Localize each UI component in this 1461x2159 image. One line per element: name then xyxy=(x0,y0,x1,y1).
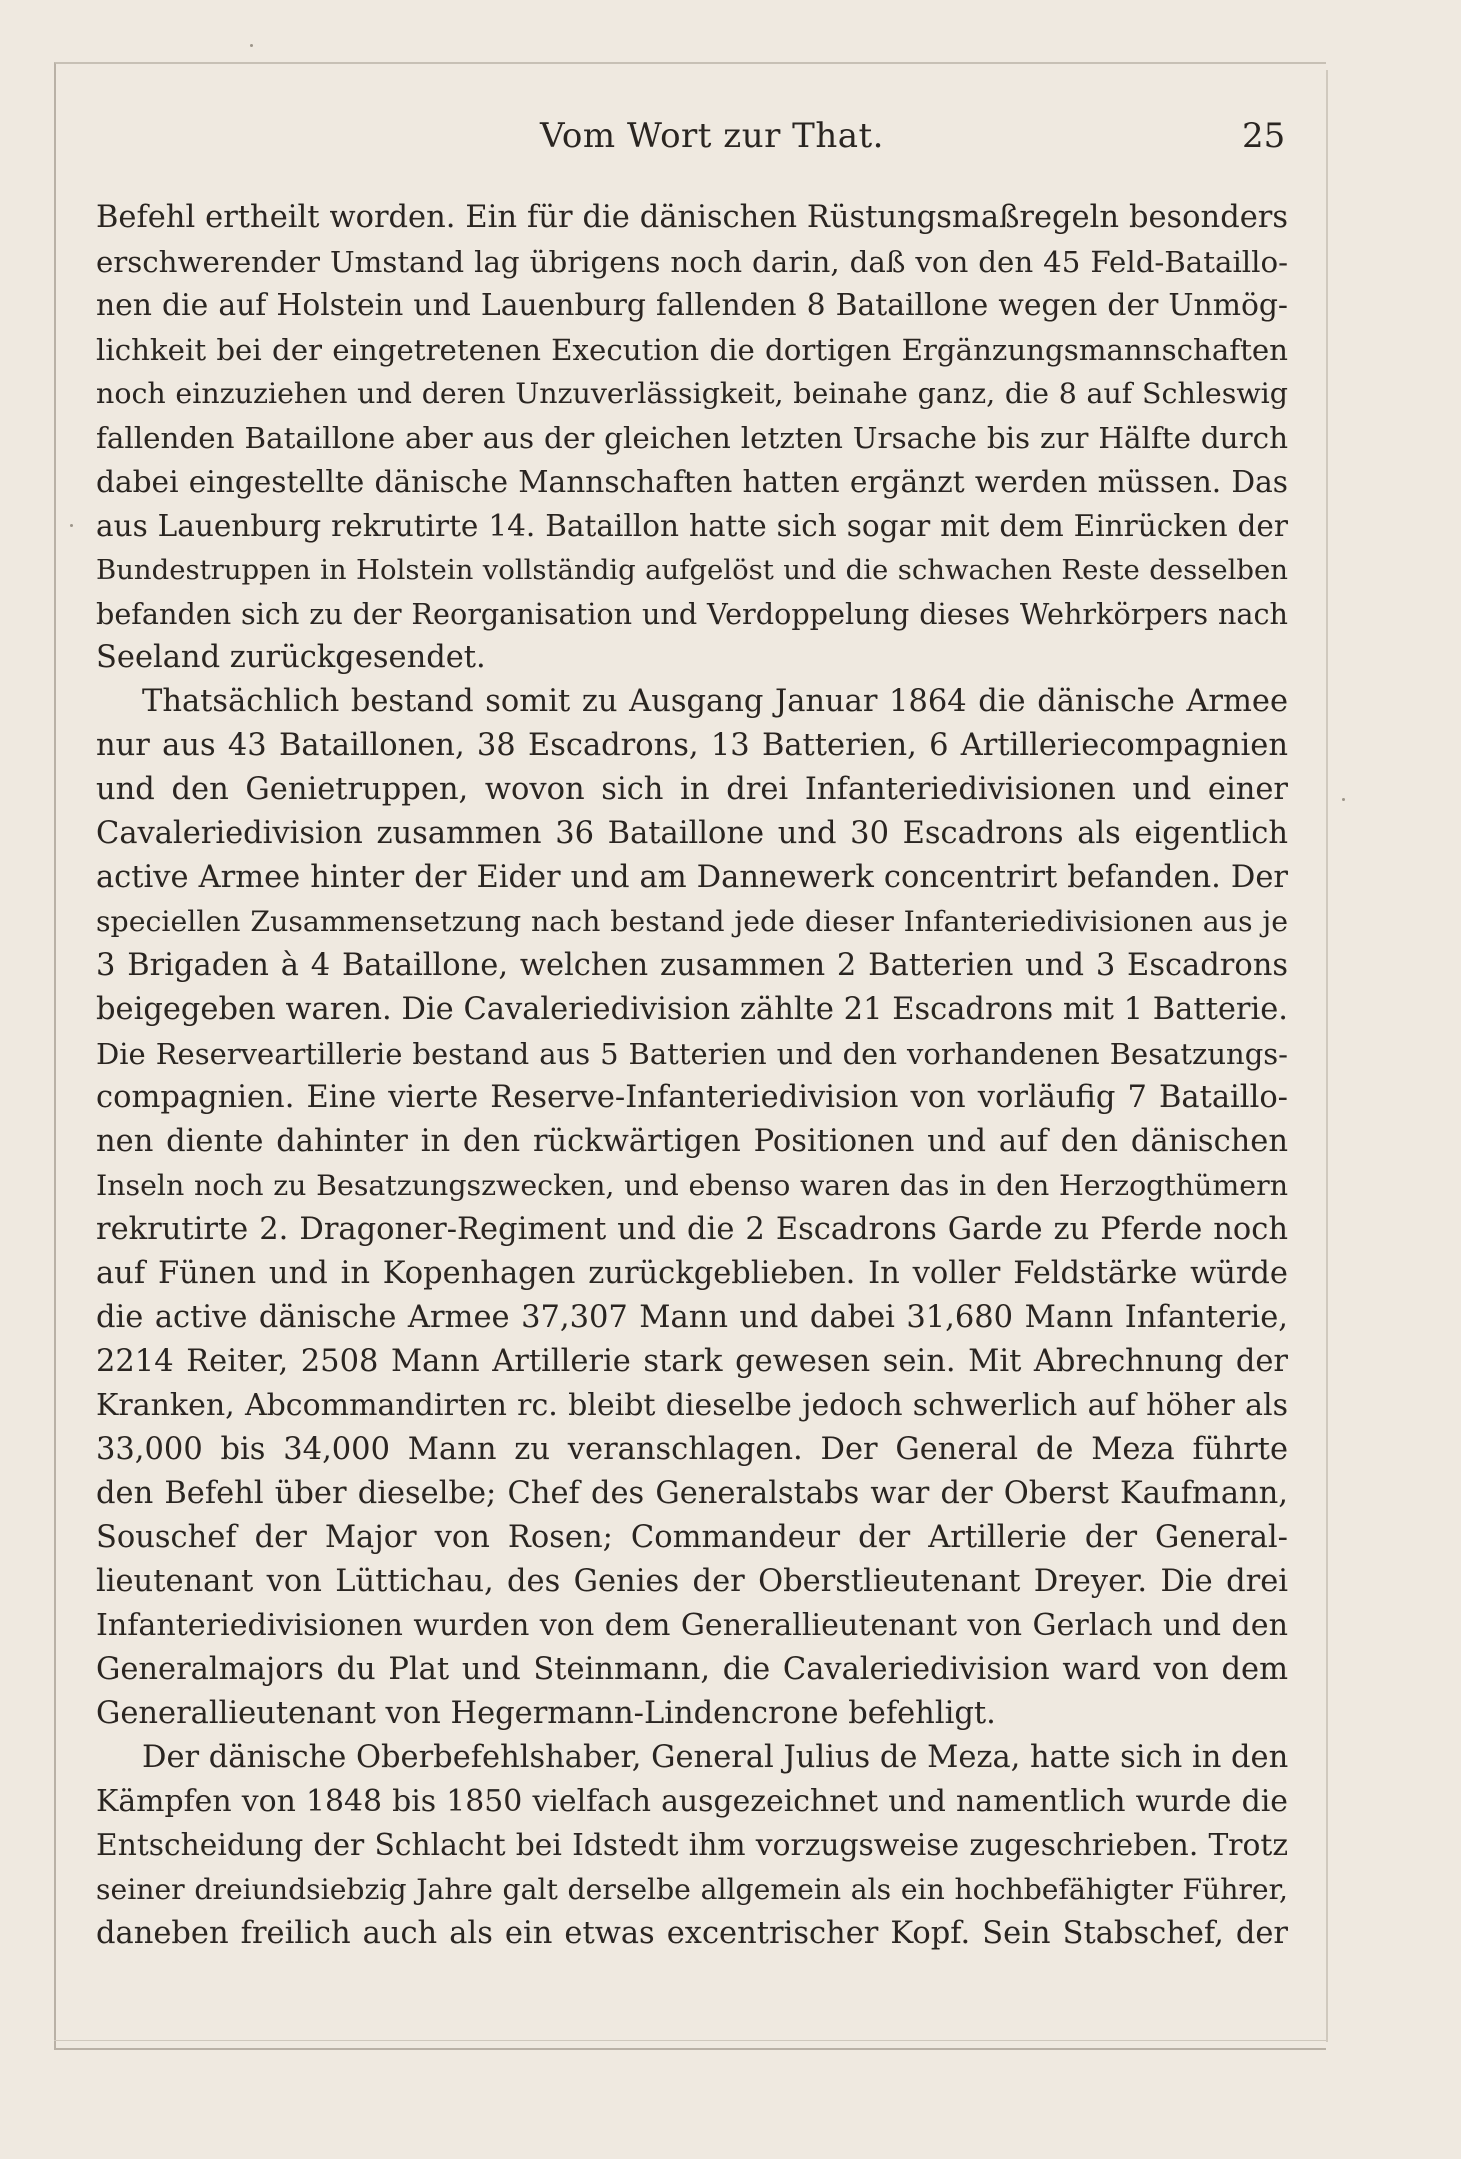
text-line: Bundestruppen in Holstein vollständig aufgelöst und die schwachen Reste desselben xyxy=(96,554,1288,586)
text-line: 2214 Reiter, 2508 Mann Artillerie stark gewesen sein. Mit Abrechnung der xyxy=(96,1344,1288,1379)
text-line: nen die auf Holstein und Lauenburg fallenden 8 Bataillone wegen der Unmög- xyxy=(96,288,1288,323)
text-line: und den Genietruppen, wovon sich in drei Infanteriedivisionen und einer xyxy=(96,772,1288,807)
text-line: Kranken, Abcommandirten rc. bleibt dieselbe jedoch schwerlich auf höher als xyxy=(96,1388,1288,1423)
running-title: Vom Wort zur That. xyxy=(540,116,884,156)
paper-speck xyxy=(70,524,73,527)
text-line: Inseln noch zu Besatzungszwecken, und ebenso waren das in den Herzogthümern xyxy=(96,1169,1288,1202)
text-line: Befehl ertheilt worden. Ein für die dänischen Rüstungsmaßregeln besonders xyxy=(96,200,1288,235)
text-line: erschwerender Umstand lag übrigens noch darin, daß von den 45 Feld-Bataillo- xyxy=(96,245,1288,279)
text-line: Infanteriedivisionen wurden von dem Generallieutenant von Gerlach und den xyxy=(96,1608,1288,1643)
text-line: fallenden Bataillone aber aus der gleichen letzten Ursache bis zur Hälfte durch xyxy=(96,421,1288,455)
text-line: auf Fünen und in Kopenhagen zurückgeblieben. In voller Feldstärke würde xyxy=(96,1256,1288,1291)
text-line: Seeland zurückgesendet. xyxy=(96,640,486,675)
text-line: Thatsächlich bestand somit zu Ausgang Januar 1864 die dänische Armee xyxy=(142,684,1288,719)
text-line: nur aus 43 Bataillonen, 38 Escadrons, 13 Batterien, 6 Artilleriecompagnien xyxy=(96,728,1288,763)
text-line: 33,000 bis 34,000 Mann zu veranschlagen. Der General de Meza führte xyxy=(96,1432,1288,1467)
body-text xyxy=(96,196,1288,1956)
text-line: befanden sich zu der Reorganisation und Verdoppelung dieses Wehrkörpers nach xyxy=(96,597,1288,631)
text-line: lichkeit bei der eingetretenen Execution die dortigen Ergänzungsmannschaften xyxy=(96,333,1288,367)
text-line: compagnien. Eine vierte Reserve-Infanteriedivision von vorläufig 7 Bataillo- xyxy=(96,1080,1288,1115)
page-number: 25 xyxy=(1242,116,1286,156)
text-line: aus Lauenburg rekrutirte 14. Bataillon hatte sich sogar mit dem Einrücken der xyxy=(96,509,1288,543)
paper-speck xyxy=(250,44,253,47)
text-line: noch einzuziehen und deren Unzuverlässigkeit, beinahe ganz, die 8 auf Schleswig xyxy=(96,377,1288,410)
text-line: Entscheidung der Schlacht bei Idstedt ihm vorzugsweise zugeschrieben. Trotz xyxy=(96,1828,1288,1863)
text-line: nen diente dahinter in den rückwärtigen Positionen und auf den dänischen xyxy=(96,1124,1288,1159)
text-line: daneben freilich auch als ein etwas excentrischer Kopf. Sein Stabschef, der xyxy=(96,1916,1288,1951)
text-line: active Armee hinter der Eider und am Dannewerk concentrirt befanden. Der xyxy=(96,860,1288,895)
text-line: Generalmajors du Plat und Steinmann, die Cavaleriedivision ward von dem xyxy=(96,1652,1288,1687)
text-line: die active dänische Armee 37,307 Mann und dabei 31,680 Mann Infanterie, xyxy=(96,1300,1288,1335)
text-line: Generallieutenant von Hegermann-Lindencrone befehligt. xyxy=(96,1696,996,1731)
running-head xyxy=(0,116,1461,162)
text-line: beigegeben waren. Die Cavaleriedivision zählte 21 Escadrons mit 1 Batterie. xyxy=(96,992,1288,1027)
page-border-right xyxy=(1326,70,1328,2042)
text-line: Souschef der Major von Rosen; Commandeur der Artillerie der General- xyxy=(96,1520,1288,1555)
text-line: Kämpfen von 1848 bis 1850 vielfach ausgezeichnet und namentlich wurde die xyxy=(96,1784,1288,1819)
text-line: lieutenant von Lüttichau, des Genies der Oberstlieutenant Dreyer. Die drei xyxy=(96,1564,1288,1599)
text-line: Die Reserveartillerie bestand aus 5 Batterien und den vorhandenen Besatzungs- xyxy=(96,1037,1288,1071)
text-line: Cavaleriedivision zusammen 36 Bataillone und 30 Escadrons als eigentlich xyxy=(96,816,1288,851)
text-line: 3 Brigaden à 4 Bataillone, welchen zusammen 2 Batterien und 3 Escadrons xyxy=(96,948,1288,983)
paper-speck xyxy=(1342,798,1345,801)
text-line: Der dänische Oberbefehlshaber, General Julius de Meza, hatte sich in den xyxy=(142,1740,1288,1775)
text-line: den Befehl über dieselbe; Chef des Generalstabs war der Oberst Kaufmann, xyxy=(96,1476,1288,1511)
text-line: dabei eingestellte dänische Mannschaften hatten ergänzt werden müssen. Das xyxy=(96,465,1288,499)
text-line: speciellen Zusammensetzung nach bestand jede dieser Infanteriedivisionen aus je xyxy=(96,905,1288,938)
page-border-bottom-inner xyxy=(54,2040,1326,2041)
text-line: seiner dreiundsiebzig Jahre galt derselbe allgemein als ein hochbefähigter Führer, xyxy=(96,1873,1288,1906)
text-line: rekrutirte 2. Dragoner-Regiment und die 2 Escadrons Garde zu Pferde noch xyxy=(96,1212,1288,1247)
